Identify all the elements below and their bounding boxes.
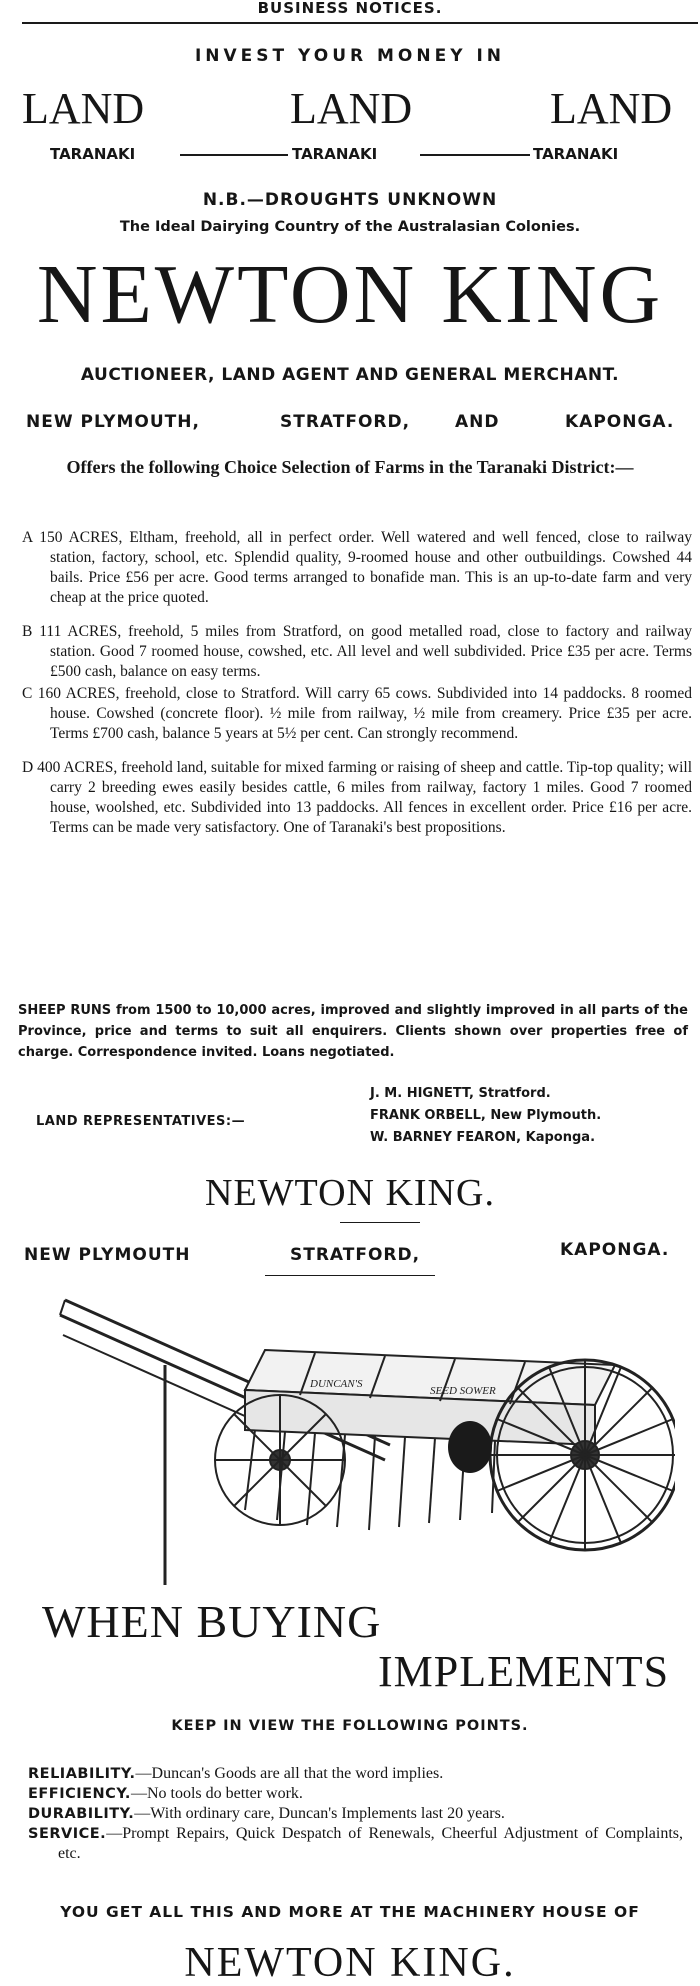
reps-label: LAND REPRESENTATIVES:— bbox=[36, 1114, 246, 1129]
rep-1: J. M. HIGNETT, Stratford. bbox=[370, 1086, 551, 1101]
seed-sower-illustration bbox=[55, 1295, 675, 1615]
implement-town-new-plymouth: NEW PLYMOUTH bbox=[24, 1245, 191, 1265]
town-and: AND bbox=[455, 412, 500, 432]
land-word-1: LAND bbox=[22, 84, 145, 133]
point-service bbox=[28, 1824, 683, 1864]
firm-name-large: NEWTON KING bbox=[36, 248, 664, 341]
headline-when-buying: WHEN BUYING bbox=[42, 1596, 382, 1647]
town-stratford: STRATFORD, bbox=[280, 412, 411, 432]
land-word-3: LAND bbox=[550, 84, 673, 133]
town-kaponga: KAPONGA. bbox=[565, 412, 675, 432]
point-durability bbox=[28, 1804, 683, 1824]
points-list bbox=[28, 1764, 683, 1864]
taranaki-word-1: TARANAKI bbox=[50, 145, 136, 163]
point-reliability bbox=[28, 1764, 683, 1784]
keep-in-view: KEEP IN VIEW THE FOLLOWING POINTS. bbox=[171, 1718, 529, 1734]
farm-item-a: A 150 ACRES, Eltham, freehold, all in perfect order. Well watered and well fenced, close to railway station, factory, school, etc. Splendid quality, 9-roomed house and other outbuildings. Cowshed 44 bails. Price £56 per acre. Good terms arranged to bonafide man. This is an up-to-date farm and very cheap at the price quoted. bbox=[22, 529, 692, 606]
headline-implements: IMPLEMENTS bbox=[378, 1647, 670, 1696]
farm-item-c: C 160 ACRES, freehold, close to Stratford. Will carry 65 cows. Subdivided into 14 paddocks. 8 roomed house. Cowshed (concrete floor). ½ mile from railway, ½ mile from creamery. Price £35 per acre. Terms £700 cash, balance 5 years at 5½ per cent. Can strongly recommend. bbox=[22, 685, 692, 742]
offers-line: Offers the following Choice Selection of Farms in the Taranaki District:— bbox=[66, 457, 634, 477]
taranaki-dash-2 bbox=[420, 154, 530, 156]
nb-line: N.B.—DROUGHTS UNKNOWN bbox=[202, 190, 498, 210]
farm-list bbox=[22, 528, 692, 838]
rep-2: FRANK ORBELL, New Plymouth. bbox=[370, 1108, 602, 1123]
header-rule bbox=[22, 22, 698, 24]
town-new-plymouth: NEW PLYMOUTH, bbox=[26, 412, 200, 432]
farm-item-d: D 400 ACRES, freehold land, suitable for mixed farming or raising of sheep and cattle. Tip-top quality; will carry 2 breeding ewes easily besides cattle, 6 miles from railway, factory 1 miles. Good 7 roomed house, woolshed, etc. Subdivided into 13 paddocks. All fences in excellent order. Price £16 per acre. Terms can be made very satisfactory. One of Taranaki's best propositions. bbox=[22, 759, 692, 836]
point-label: RELIABILITY. bbox=[28, 1766, 136, 1782]
point-label: EFFICIENCY. bbox=[28, 1786, 131, 1802]
point-text: —With ordinary care, Duncan's Implements last 20 years. bbox=[134, 1805, 505, 1822]
point-label: SERVICE. bbox=[28, 1826, 107, 1842]
ideal-line: The Ideal Dairying Country of the Australasian Colonies. bbox=[119, 219, 581, 235]
point-text: —No tools do better work. bbox=[130, 1785, 303, 1802]
point-efficiency bbox=[28, 1784, 683, 1804]
point-label: DURABILITY. bbox=[28, 1806, 135, 1822]
firm-underline bbox=[340, 1222, 420, 1223]
section-header: BUSINESS NOTICES. bbox=[257, 0, 443, 17]
rep-3: W. BARNEY FEARON, Kaponga. bbox=[370, 1130, 596, 1145]
footer-firm-name: NEWTON KING. bbox=[184, 1940, 516, 1986]
sheep-runs: SHEEP RUNS from 1500 to 10,000 acres, improved and slightly improved in all parts of the Province, price and terms to suit all enquirers. Clients shown over properties free of charge. Correspondence invited. Loans negotiated. bbox=[18, 1003, 688, 1060]
machine-label-duncans: DUNCAN'S bbox=[310, 1378, 363, 1390]
implement-town-stratford: STRATFORD, bbox=[290, 1245, 421, 1265]
stratford-underline bbox=[265, 1275, 435, 1276]
taranaki-word-2: TARANAKI bbox=[292, 145, 378, 163]
trades-line: AUCTIONEER, LAND AGENT AND GENERAL MERCHANT. bbox=[80, 365, 620, 385]
invest-line: INVEST YOUR MONEY IN bbox=[194, 46, 506, 66]
taranaki-word-3: TARANAKI bbox=[533, 145, 619, 163]
point-text: —Prompt Repairs, Quick Despatch of Renewals, Cheerful Adjustment of Complaints, etc. bbox=[58, 1825, 683, 1862]
farm-item-b: B 111 ACRES, freehold, 5 miles from Stratford, on good metalled road, close to factory and railway station. Good 7 roomed house, cowshed, etc. All level and well subdivided. Price £35 per acre. Terms £500 cash, balance on easy terms. bbox=[22, 623, 692, 680]
land-word-2: LAND bbox=[290, 84, 413, 133]
implement-firm-name: NEWTON KING. bbox=[205, 1172, 495, 1214]
point-text: —Duncan's Goods are all that the word implies. bbox=[135, 1765, 444, 1782]
machine-label-seedsower: SEED SOWER bbox=[430, 1385, 496, 1397]
taranaki-dash-1 bbox=[180, 154, 288, 156]
implement-town-kaponga: KAPONGA. bbox=[560, 1240, 670, 1260]
closing-line: YOU GET ALL THIS AND MORE AT THE MACHINERY HOUSE OF bbox=[60, 1903, 640, 1921]
